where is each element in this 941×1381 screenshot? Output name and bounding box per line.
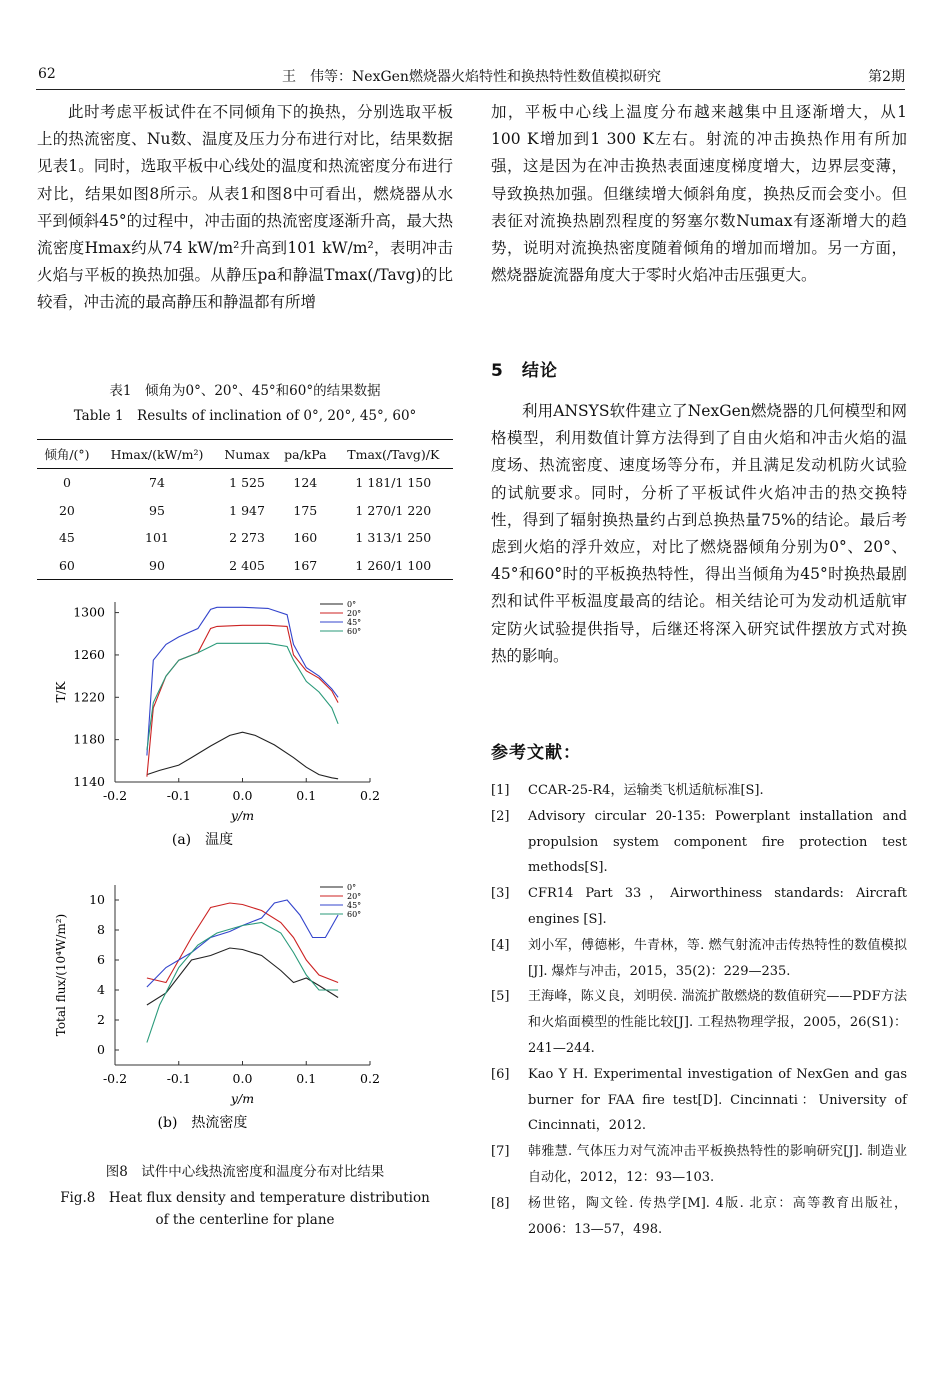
table-cell: 175 [293, 502, 318, 518]
x-tick-label: 0.0 [232, 1071, 253, 1086]
table-cell: 1 947 [229, 502, 265, 518]
right-paragraph-text: 加，平板中心线上温度分布越来越集中且逐渐增大，从1 100 K增加到1 300 K左右。射流的冲击换热作用有所加强，这是因为在冲击换热表面速度梯度增大，边界层变薄，导致换热加强。但继续增大倾斜角度，换热反而会变小。但表征对流换热剧烈程度的努塞尔数Numax有逐渐增大的趋势，说明对流换热密度随着倾角的增加而增加。另一方面，燃烧器旋流器角度大于零时火焰冲击压强更大。 [491, 103, 907, 285]
y-tick-label: 1180 [73, 731, 105, 747]
x-tick-label: -0.2 [102, 788, 128, 803]
reference-text: 刘小军，傅德彬，牛青林，等. 燃气射流冲击传热特性的数值模拟[J]. 爆炸与冲击，2015，35(2)：229—235. [528, 937, 907, 979]
reference-text: CFR14 Part 33，Airworthiness standards: Aircraft engines [S]. [528, 886, 907, 927]
y-tick-label: 4 [97, 982, 105, 997]
y-tick-label: 1140 [73, 774, 105, 789]
reference-item [491, 1191, 907, 1243]
figure8-caption-cn: 图8 试件中心线热流密度和温度分布对比结果 [105, 1164, 385, 1180]
table-header-cell: Tmax(/Tavg)/K [334, 440, 453, 469]
y-tick-label: 0 [97, 1042, 105, 1057]
y-axis-label: Total flux/(10⁴W/m²) [54, 913, 68, 1037]
reference-item [491, 1062, 907, 1139]
table-cell: 1 313/1 250 [355, 530, 432, 546]
table-cell: 45 [58, 530, 75, 546]
table-cell: 90 [97, 552, 217, 580]
reference-item [491, 778, 907, 804]
x-tick-label: -0.2 [102, 1071, 128, 1086]
legend-label: 0° [347, 883, 357, 892]
heat-flux-chart [50, 875, 455, 1160]
table-cell: 2 405 [217, 552, 277, 580]
table-cell: 1 270/1 220 [355, 502, 432, 518]
table-cell: 167 [277, 552, 334, 580]
x-tick-label: 0.0 [232, 788, 253, 803]
reference-text: 杨世铭，陶文铨. 传热学[M]. 4版. 北京：高等教育出版社，2006：13—57，498. [528, 1195, 907, 1237]
reference-item [491, 804, 907, 881]
y-tick-label: 8 [97, 922, 105, 937]
series-line-2 [147, 607, 338, 755]
figure8-caption-en-2: of the centerline for plane [155, 1212, 335, 1228]
legend-label: 45° [347, 901, 362, 910]
right-column-paragraph [491, 99, 907, 289]
reference-item [491, 1139, 907, 1191]
series-line-1 [147, 625, 338, 776]
y-tick-label: 1260 [73, 646, 105, 662]
x-tick-label: 0.2 [360, 788, 380, 803]
page-number: 62 [38, 66, 56, 82]
y-tick-label: 2 [97, 1012, 105, 1027]
table-cell: 95 [149, 502, 165, 518]
legend-label: 60° [347, 910, 362, 919]
x-axis-label: y/m [230, 1091, 255, 1106]
reference-number: [8] [491, 1195, 510, 1211]
y-tick-label: 6 [97, 952, 105, 967]
reference-number: [2] [491, 808, 510, 824]
table-header-cell: Hmax/(kW/m²) [97, 440, 217, 469]
table-cell: 0 [62, 475, 71, 491]
x-tick-label: 0.2 [360, 1071, 380, 1086]
table-row [37, 469, 453, 497]
table-cell: 60 [37, 552, 97, 580]
legend-label: 60° [347, 627, 362, 636]
series-line-3 [147, 643, 338, 750]
running-title: 王 伟等：NexGen燃烧器火焰特性和换热特性数值模拟研究 [282, 69, 661, 85]
series-line-0 [147, 732, 338, 779]
table-cell: 124 [293, 475, 318, 491]
reference-item [491, 933, 907, 985]
conclusion-text: 利用ANSYS软件建立了NexGen燃烧器的几何模型和网格模型，利用数值计算方法得到了自由火焰和冲击火焰的温度场、热流密度、速度场等分布，并且满足发动机防火试验的试航要求。同时，分析了平板试件火焰冲击的热交换特性，得到了辐射换热量约占到总换热量75%的结论。最后考虑到火焰的浮升效应，对比了燃烧器倾角分别为0°、20°、45°和60°时的平板换热特性，得出当倾角为45°时换热最剧烈和试件平板温度最高的结论。相关结论可为发动机适航审定防火试验提供指导，后继还将深入研究试件摆放方式对换热的影响。 [491, 402, 907, 665]
left-paragraph-text: 此时考虑平板试件在不同倾角下的换热，分别选取平板上的热流密度、Nu数、温度及压力分布进行对比，结果数据见表1。同时，选取平板中心线处的温度和热流密度分布进行对比，结果如图8所示。从表1和图8中可看出，燃烧器从水平到倾斜45°的过程中，冲击面的热流密度逐渐升高，最大热流密度Hmax约从74 kW/m²升高到101 kW/m²，表明冲击火焰与平板的换热加强。从静压pa和静温Tmax(/Tavg)的比较看，冲击流的最高静压和静温都有所增 [37, 103, 453, 312]
reference-text: 王海峰，陈义良，刘明侯. 湍流扩散燃烧的数值研究——PDF方法和火焰面模型的性能比较[J]. 工程热物理学报，2005，26(S1)：241—244. [528, 989, 907, 1056]
table-cell: 160 [293, 530, 318, 546]
subfigure-caption: (a) 温度 [171, 832, 234, 848]
legend-label: 20° [347, 609, 362, 618]
reference-number: [3] [491, 886, 510, 902]
table-header-cell: Numax [217, 440, 277, 469]
table-cell: 1 525 [229, 475, 265, 491]
x-tick-label: 0.1 [296, 788, 317, 803]
table-cell: 20 [58, 502, 75, 518]
header-rule [36, 89, 905, 90]
table-row [37, 497, 453, 525]
reference-text: Advisory circular 20-135: Powerplant installation and propulsion system component fire protection test methods[S]. [528, 808, 907, 876]
table-cell: 101 [145, 530, 169, 546]
table-header-cell: pa/kPa [277, 440, 334, 469]
conclusion-block [491, 398, 907, 670]
reference-number: [5] [491, 989, 510, 1005]
reference-number: [6] [491, 1066, 510, 1082]
figure8-caption-en-1: Fig.8 Heat flux density and temperature distribution [60, 1190, 430, 1206]
reference-number: [1] [491, 783, 510, 798]
legend-label: 45° [347, 618, 362, 627]
table-cell: 2 273 [229, 530, 265, 546]
series-line-3 [147, 923, 338, 1043]
table-row [37, 524, 453, 552]
reference-number: [7] [491, 1144, 510, 1160]
references-list [491, 778, 907, 1242]
figure8b-container [50, 875, 455, 1160]
series-line-1 [147, 903, 338, 983]
reference-text: CCAR-25-R4，运输类飞机适航标准[S]. [528, 783, 764, 798]
subfigure-caption: (b) 热流密度 [157, 1115, 248, 1131]
table1-caption-cn: 表1 倾角为0°、20°、45°和60°的结果数据 [109, 383, 381, 399]
x-axis-label: y/m [230, 808, 255, 823]
table-row [37, 552, 453, 580]
table1-caption-en: Table 1 Results of inclination of 0°, 20°, 45°, 60° [73, 408, 417, 424]
table-cell: 74 [149, 475, 165, 491]
series-line-0 [147, 948, 338, 1005]
reference-number: [4] [491, 937, 510, 953]
left-column-paragraph [37, 99, 453, 317]
table-header-row [37, 440, 453, 469]
x-tick-label: -0.1 [166, 1071, 191, 1086]
table1 [37, 439, 453, 580]
reference-item [491, 881, 907, 933]
reference-item [491, 984, 907, 1061]
section5-heading: 5 结论 [491, 361, 558, 381]
reference-text: Kao Y H. Experimental investigation of NexGen and gas burner for FAA fire test[D]. Cincinnati：University of Cincinnati，2012. [528, 1066, 907, 1134]
references-heading: 参考文献： [491, 743, 581, 763]
x-tick-label: -0.1 [166, 788, 191, 803]
issue-number: 第2期 [868, 69, 905, 85]
figure8a-container [50, 592, 455, 877]
y-tick-label: 10 [89, 892, 105, 907]
table-cell: 1 181/1 150 [355, 475, 432, 491]
legend-label: 0° [347, 600, 357, 609]
y-tick-label: 1300 [73, 604, 105, 620]
temperature-chart [50, 592, 455, 877]
y-tick-label: 1220 [73, 689, 105, 705]
y-axis-label: T/K [54, 681, 68, 703]
x-tick-label: 0.1 [296, 1071, 317, 1086]
table-cell: 1 260/1 100 [334, 552, 453, 580]
legend-label: 20° [347, 892, 362, 901]
running-header [38, 62, 905, 84]
reference-text: 韩雅慧. 气体压力对气流冲击平板换热特性的影响研究[J]. 制造业自动化，2012，12：93—103. [528, 1144, 907, 1185]
table-header-cell: 倾角/(°) [37, 440, 97, 469]
